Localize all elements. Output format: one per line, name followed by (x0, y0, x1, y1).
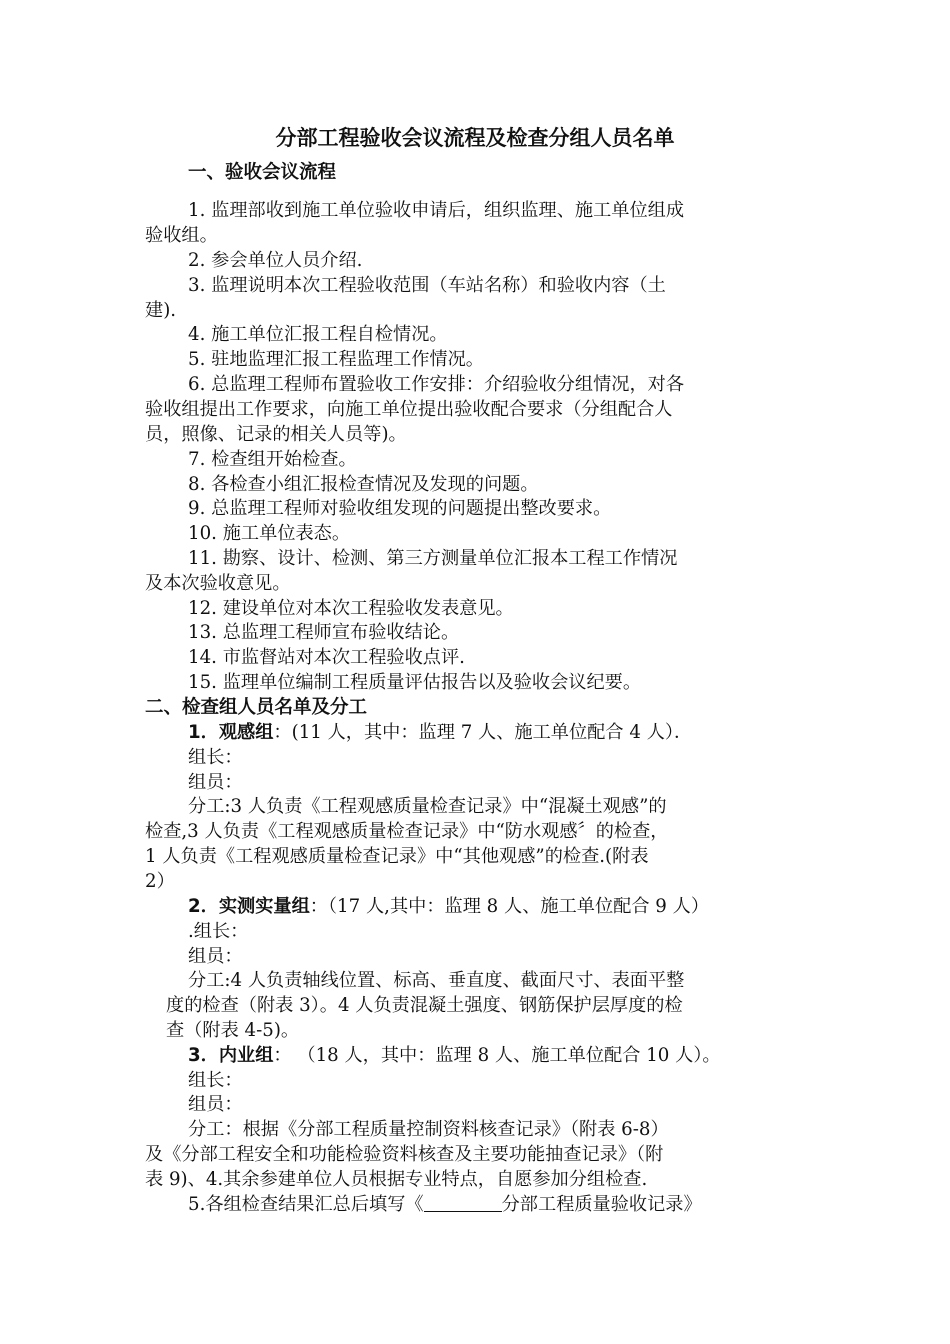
group1-duty-line: 分工:3 人负责《工程观感质量检查记录》中“混凝土观感”的 (188, 796, 667, 817)
group1-header (188, 720, 692, 746)
flow-line: 5. 驻地监理汇报工程监理工作情况。 (188, 349, 484, 370)
group2-duty-line: 查（附表 4-5)。 (166, 1020, 300, 1041)
group3-desc: ： （18 人，其中：监理 8 人、施工单位配合 10 人）。 (273, 1045, 721, 1066)
flow-line: 员，照像、记录的相关人员等)。 (145, 424, 407, 445)
flow-line: 12. 建设单位对本次工程验收发表意见。 (188, 598, 514, 619)
section2-heading: 二、检查组人员名单及分工 (145, 697, 368, 718)
flow-line: 13. 总监理工程师宣布验收结论。 (188, 622, 460, 643)
final-suffix: 分部工程质量验收记录》 (501, 1194, 702, 1215)
group2-name: 2．实测实量组 (188, 896, 310, 917)
group2-leader: .组长： (188, 921, 249, 942)
group3-name: 3．内业组 (188, 1045, 274, 1066)
flow-line: 1. 监理部收到施工单位验收申请后，组织监理、施工单位组成 (188, 200, 685, 221)
group1-desc: ：(11 人，其中：监理 7 人、施工单位配合 4 人）． (273, 722, 693, 743)
group1-leader: 组长： (188, 747, 243, 768)
group1-members: 组员： (188, 772, 243, 793)
flow-line: 7. 检查组开始检查。 (188, 449, 357, 470)
flow-line: 验收组提出工作要求，向施工单位提出验收配合要求（分组配合人 (145, 399, 673, 420)
group1-duty-line: 1 人负责《工程观感质量检查记录》中“其他观感”的检查.(附表 (145, 846, 649, 867)
flow-line: 15. 监理单位编制工程质量评估报告以及验收会议纪要。 (188, 672, 642, 693)
group3-duty-line: 分工：根据《分部工程质量控制资料核查记录》（附表 6-8） (188, 1119, 669, 1140)
final-prefix: 5.各组检查结果汇总后填写《 (188, 1194, 424, 1215)
group3-header (188, 1043, 721, 1069)
section1-heading: 一、验收会议流程 (188, 162, 337, 183)
group3-duty-line: 及《分部工程安全和功能检验资料核查及主要功能抽查记录》（附 (145, 1144, 664, 1165)
final-instruction (188, 1192, 702, 1218)
flow-line: 3. 监理说明本次工程验收范围（车站名称）和验收内容（土 (188, 275, 666, 296)
flow-line: 9. 总监理工程师对验收组发现的问题提出整改要求。 (188, 498, 612, 519)
fill-in-blank (424, 1193, 502, 1212)
document-title: 分部工程验收会议流程及检查分组人员名单 (275, 126, 675, 150)
group1-duty-line: 2） (145, 871, 175, 892)
flow-line: 4. 施工单位汇报工程自检情况。 (188, 324, 448, 345)
group3-members: 组员： (188, 1094, 243, 1115)
flow-line: 2. 参会单位人员介绍. (188, 250, 363, 271)
group2-members: 组员： (188, 946, 243, 967)
group2-desc: ：（17 人,其中：监理 8 人、施工单位配合 9 人） (309, 896, 710, 917)
flow-line: 11. 勘察、设计、检测、第三方测量单位汇报本工程工作情况 (188, 548, 678, 569)
group1-duty-line: 检查,3 人负责《工程观感质量检查记录》中“防水观感〞的检查， (145, 821, 669, 842)
flow-line: 8. 各检查小组汇报检查情况及发现的问题。 (188, 474, 539, 495)
group2-duty-line: 度的检查（附表 3）。4 人负责混凝土强度、钢筋保护层厚度的检 (166, 995, 683, 1016)
flow-line: 10. 施工单位表态。 (188, 523, 351, 544)
flow-line: 14. 市监督站对本次工程验收点评. (188, 647, 465, 668)
group2-duty-line: 分工:4 人负责轴线位置、标高、垂直度、截面尺寸、表面平整 (188, 970, 685, 991)
flow-line: 6. 总监理工程师布置验收工作安排：介绍验收分组情况，对各 (188, 374, 685, 395)
group3-leader: 组长： (188, 1070, 243, 1091)
flow-line: 及本次验收意见。 (145, 573, 291, 594)
group3-duty-line: 表 9)、4.其余参建单位人员根据专业特点，自愿参加分组检查. (145, 1169, 648, 1190)
flow-line: 验收组。 (145, 225, 218, 246)
group2-header (188, 894, 709, 920)
group1-name: 1．观感组 (188, 722, 274, 743)
flow-line: 建). (145, 300, 177, 321)
